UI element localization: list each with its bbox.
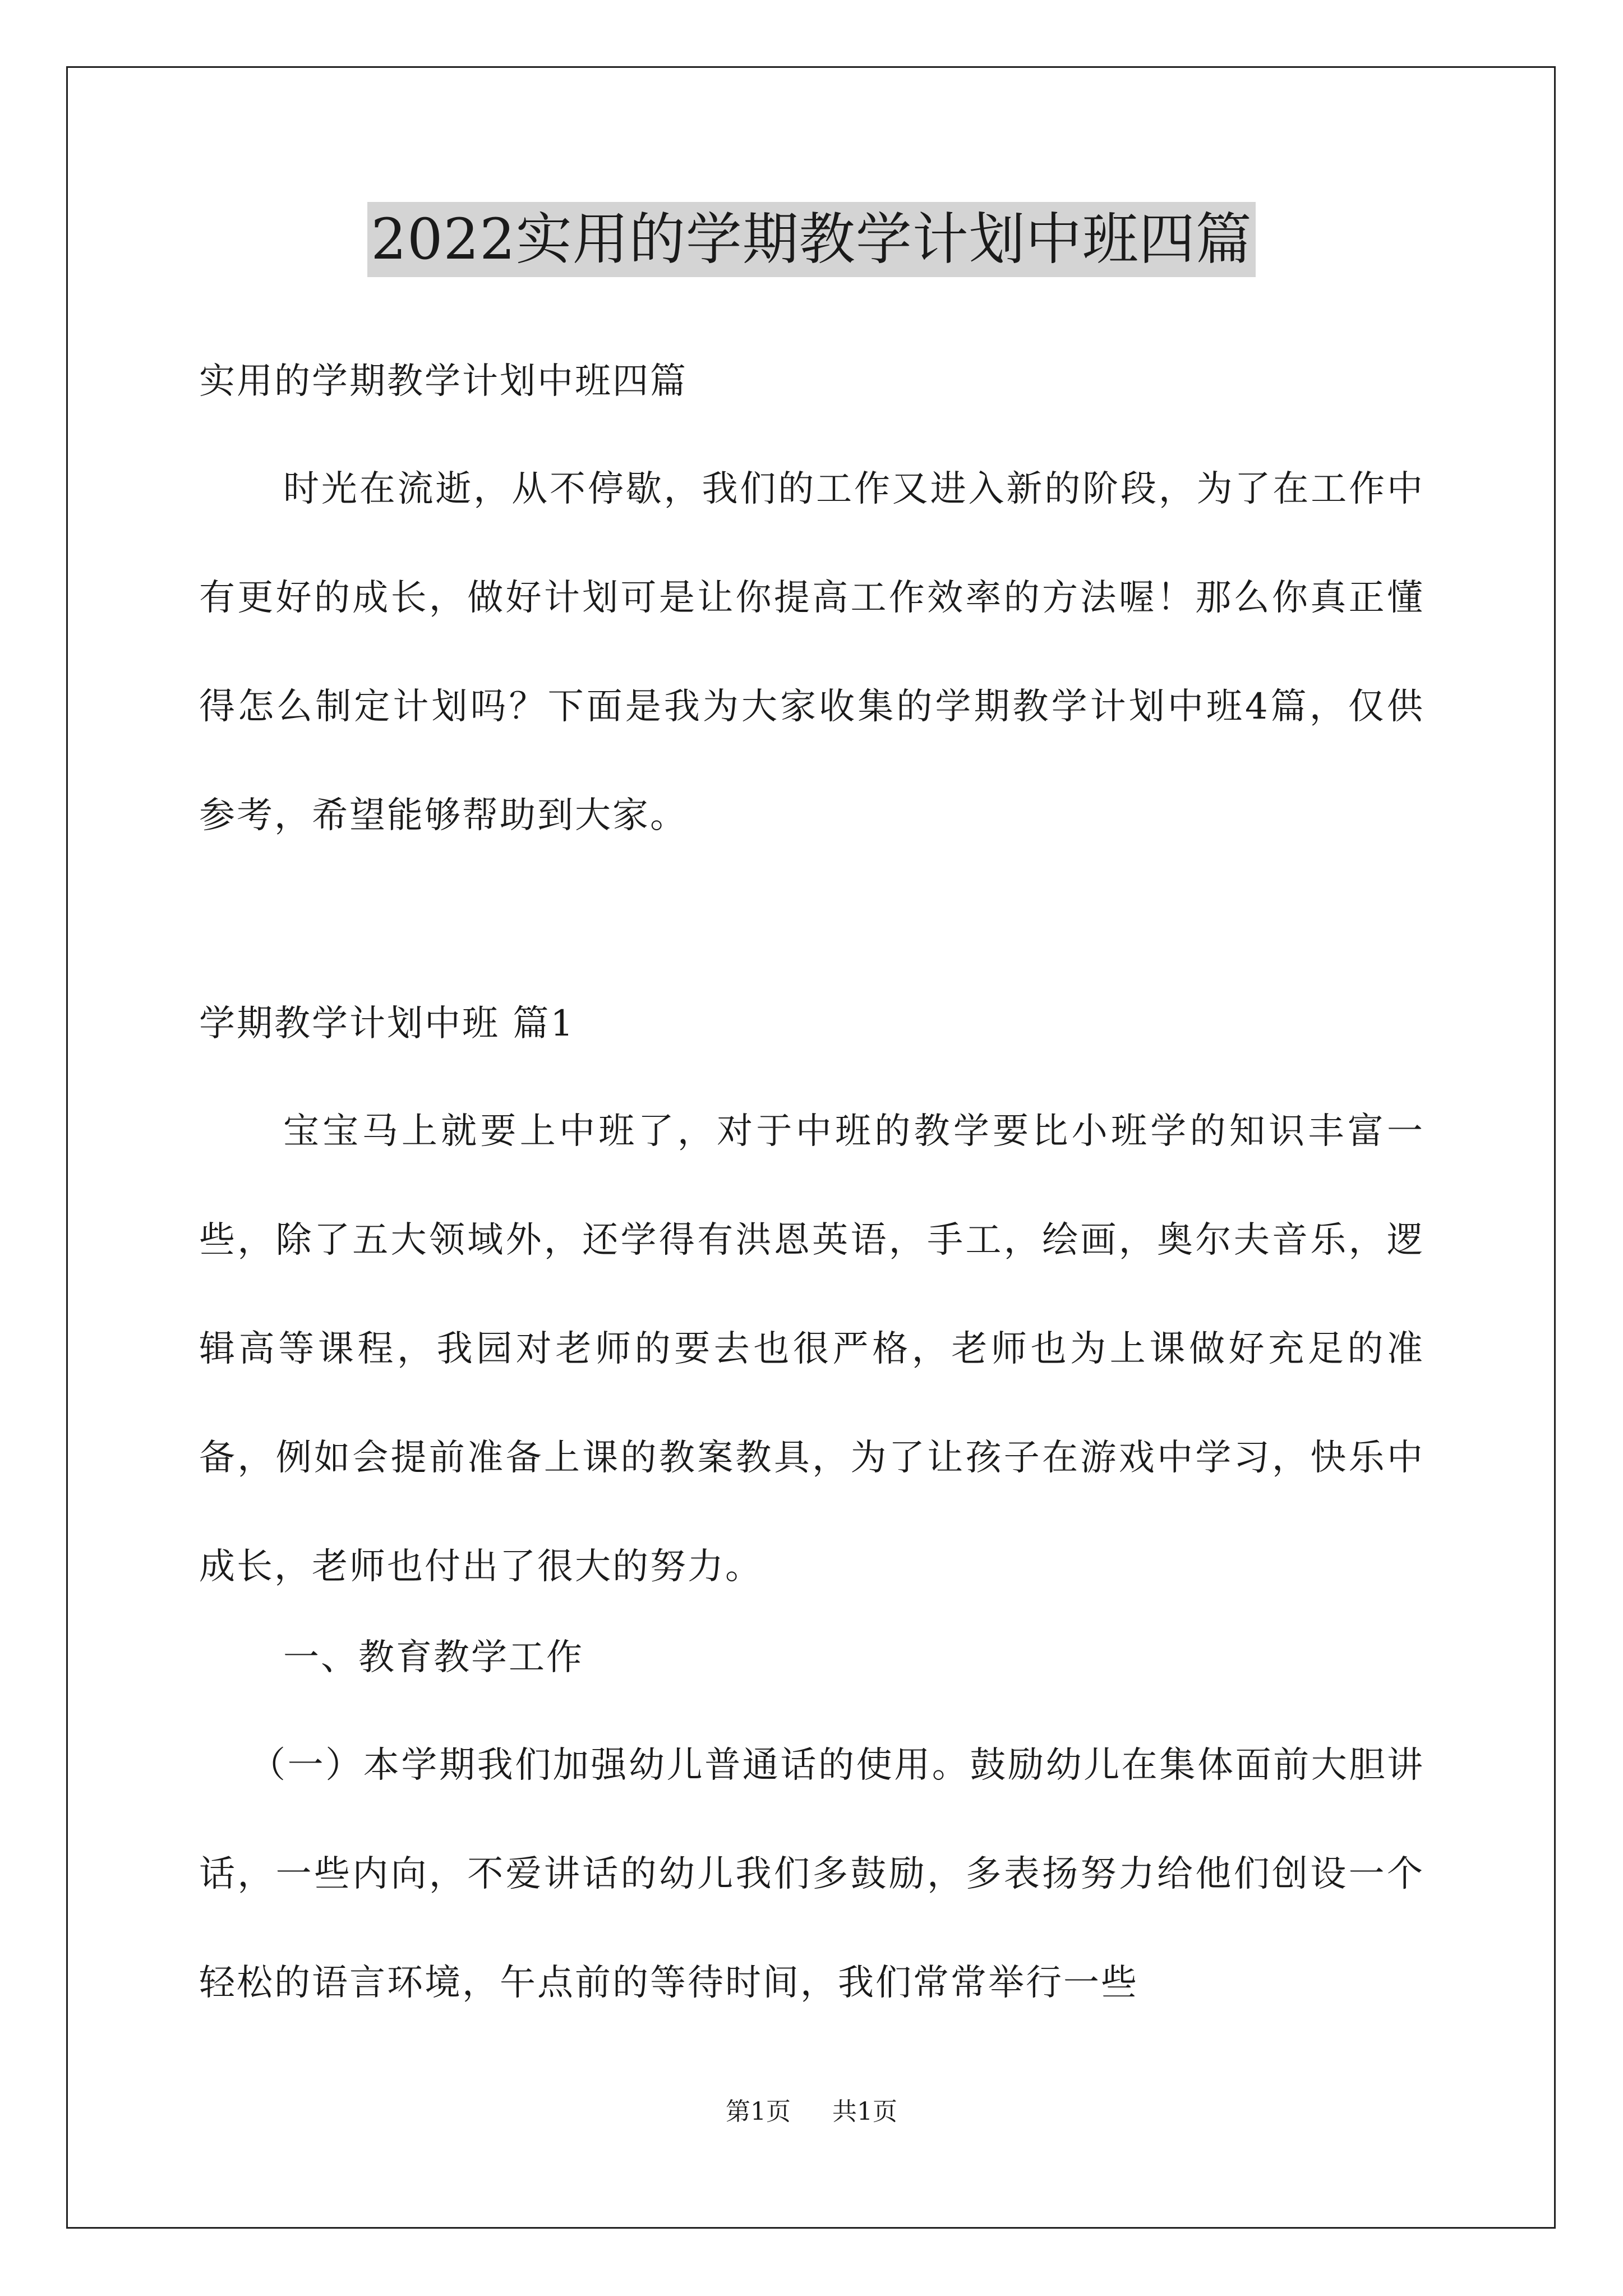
- intro-paragraph: 时光在流逝，从不停歇，我们的工作又进入新的阶段，为了在工作中有更好的成长，做好计划可是让你提高工作效率的方法喔！那么你真正懂得怎么制定计划吗？下面是我为大家收集的学期教学计划中班4篇，仅供参考，希望能够帮助到大家。: [199, 468, 1424, 836]
- document-subtitle: 实用的学期教学计划中班四篇: [199, 361, 688, 402]
- page-number-total: 共1页: [832, 2097, 897, 2126]
- document-title: 2022实用的学期教学计划中班四篇: [367, 202, 1256, 277]
- page-footer: [0, 2095, 1623, 2129]
- title-container: [0, 202, 1623, 277]
- section-heading: 学期教学计划中班 篇1: [199, 1003, 575, 1045]
- subheading-education: 一、教育教学工作: [283, 1637, 584, 1678]
- item-paragraph: （一）本学期我们加强幼儿普通话的使用。鼓励幼儿在集体面前大胆讲话，一些内向，不爱讲话的幼儿我们多鼓励，多表扬努力给他们创设一个轻松的语言环境，午点前的等待时间，我们常常举行一些: [199, 1745, 1424, 2004]
- section-paragraph: 宝宝马上就要上中班了，对于中班的教学要比小班学的知识丰富一些，除了五大领域外，还学得有洪恩英语，手工，绘画，奥尔夫音乐，逻辑高等课程，我园对老师的要去也很严格，老师也为上课做好充足的准备，例如会提前准备上课的教案教具，为了让孩子在游戏中学习，快乐中成长，老师也付出了很大的努力。: [199, 1111, 1424, 1588]
- page-number-current: 第1页: [726, 2097, 791, 2126]
